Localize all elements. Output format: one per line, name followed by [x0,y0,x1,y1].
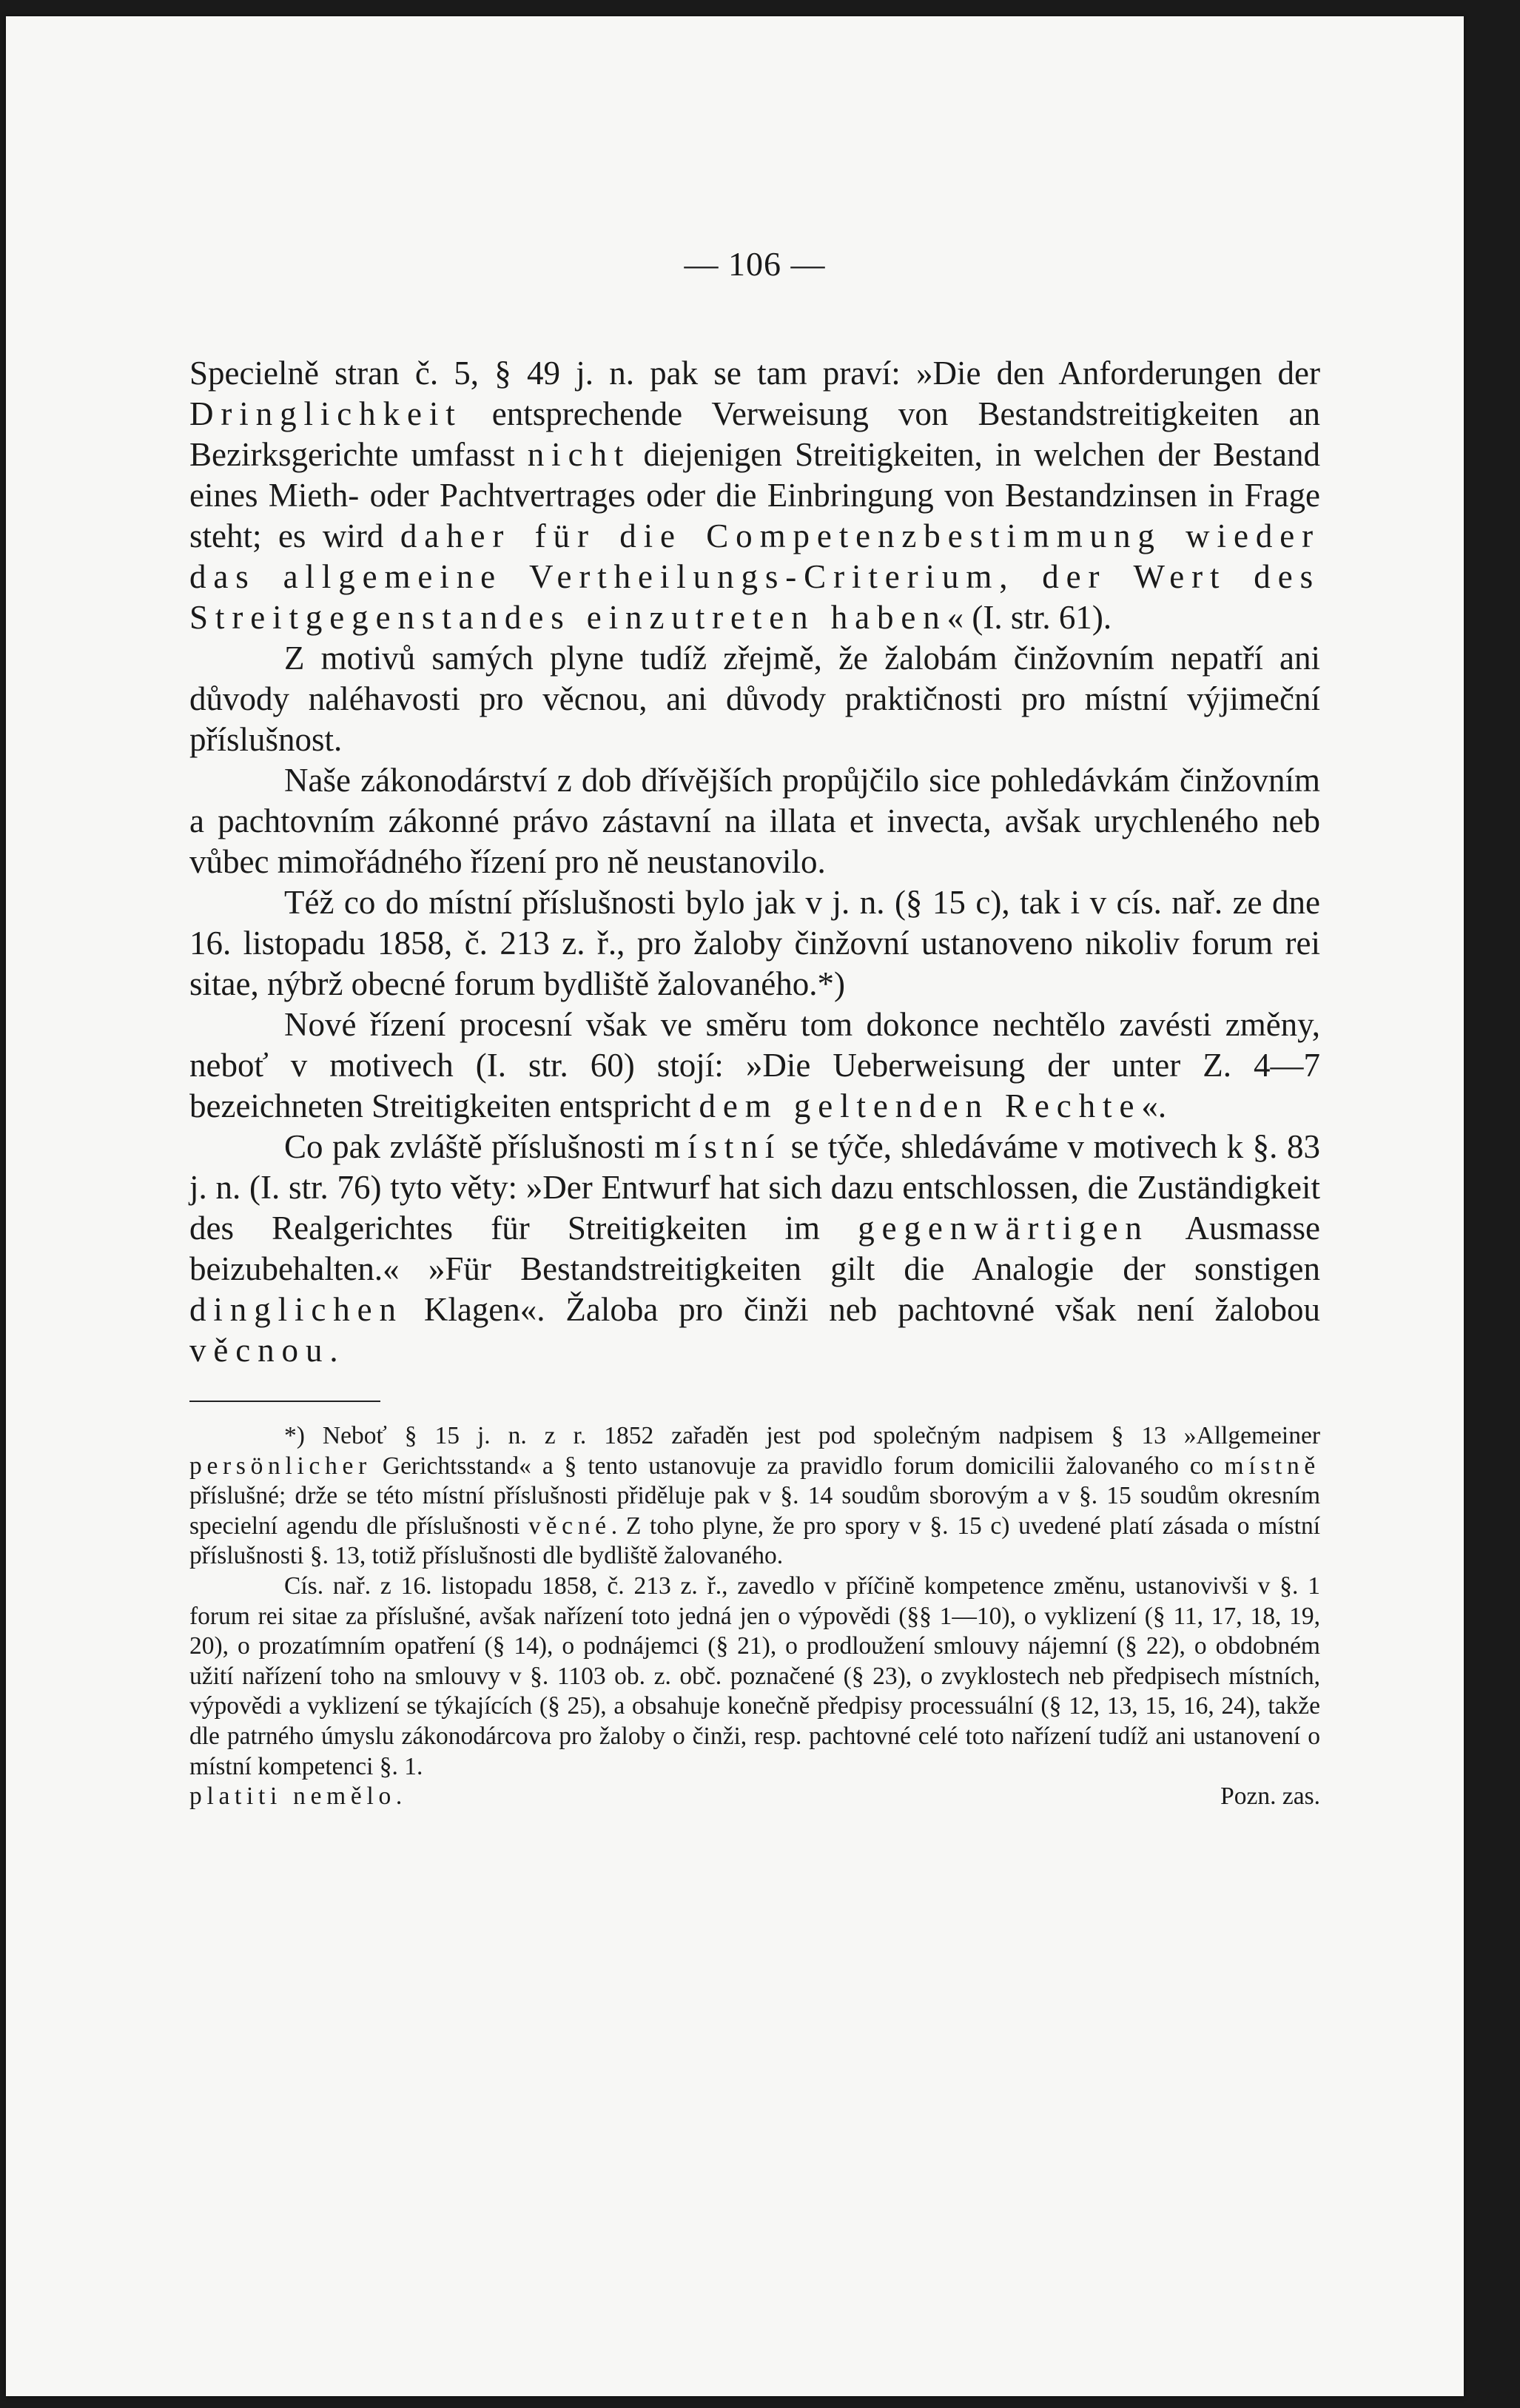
text-run: Ausmasse beizubehalten.« »Für Bestandstreitigkeiten gilt die Analogie der sonstigen [189,1210,1320,1287]
paragraph [189,760,1320,882]
spaced-emphasis: Dringlichkeit [189,395,463,432]
text-run: Cís. nař. z 16. listopadu 1858, č. 213 z. ř., zavedlo v příčině kompetence změnu, ustanovivši v §. 1 forum rei sitae za příslušné, avšak nařízení toto jedná jen o výpovědi (§§ 1—10), o vyklizení (§ 11, 17, 18, 19, 20), o prozatímním opatření (§ 14), o podnájemci (§ 21), o prodloužení smlouvy nájemní (§ 22), o obdobném užití nařízení toho na smlouvy v §. 1103 ob. z. obč. poznačené (§ 23), o zvyklostech neb předpisech místních, výpovědi a vyklizení se týkajících (§ 25), a obsahuje konečně předpisy processuální (§ 12, 13, 15, 16, 24), takže dle patrného úmyslu zákonodárcova pro žaloby o činži, resp. pachtovné celé toto nařízení tudíž ani ustanovení o místní kompetenci §. 1. [189,1572,1320,1780]
body-text [189,353,1320,1371]
spaced-emphasis: věcnou [189,1332,330,1369]
paragraph [189,638,1320,760]
spaced-emphasis: daher für die Competenzbestimmung wieder das allgemeine Vertheilungs-Criterium, der Wert des Streitgegenstandes einzutreten haben [189,517,1320,636]
footnote-divider [189,1401,380,1402]
spaced-emphasis: dem geltenden Rechte [699,1087,1142,1124]
footnote-closing-text: platiti nemělo. [189,1782,408,1811]
text-run: příslušné; drže se této místní příslušnosti přiděluje pak v §. 14 soudům sborovým a v §. 15 soudům okresním specielní agendu dle příslušnosti [189,1482,1320,1540]
text-run: Naše zákonodárství z dob dřívějších propůjčilo sice pohledávkám činžovním a pachtovním zákonné právo zástavní na illata et invecta, avšak urychleného neb vůbec mimořádného řízení pro ně neustanovilo. [189,762,1320,880]
text-run: Gerichtsstand« a § tento ustanovuje za pravidlo forum domicilii žalovaného co [371,1452,1225,1480]
text-run: entsprechende Verweisung von Bestandstreitigkeiten an Bezirksgerichte umfasst [189,395,1320,473]
spaced-emphasis: dinglichen [189,1291,403,1328]
text-run: Klagen«. Žaloba pro činži neb pachtovné však není žalobou [403,1291,1320,1328]
text-run: Z motivů samých plyne tudíž zřejmě, že žalobám činžovním nepatří ani důvody naléhavosti pro věcnou, ani důvody praktičnosti pro místní výjimeční příslušnost. [189,640,1320,758]
text-run: se týče, shledáváme v motivech k §. 83 j. n. (I. str. 76) tyto věty: »Der Entwurf hat sich dazu entschlossen, die Zuständigkeit des Realgerichtes für Streitigkeiten im [189,1128,1320,1247]
spaced-emphasis: místní [654,1128,782,1165]
text-run: *) Neboť § 15 j. n. z r. 1852 zařaděn jest pod společným nadpisem § 13 »Allgemeiner [284,1422,1320,1449]
paragraph [189,1005,1320,1127]
text-run: diejenigen Streitigkeiten, in welchen der Bestand eines Mieth- oder Pachtvertrages oder die Einbringung von Bestandzinsen in Frage steht; es wird [189,436,1320,554]
footnote-last-line [189,1782,1320,1812]
book-page [6,16,1464,2396]
text-run: « (I. str. 61). [946,599,1112,636]
spaced-emphasis: věcné [528,1512,611,1540]
page-text-block [189,244,1320,1812]
page-number: — 106 — [684,245,826,283]
spaced-emphasis: místně [1224,1452,1320,1480]
paragraph [189,882,1320,1005]
text-run: Co pak zvláště příslušnosti [284,1128,655,1165]
text-run: Též co do místní příslušnosti bylo jak v j. n. (§ 15 c), tak i v cís. nař. ze dne 16. listopadu 1858, č. 213 z. ř., pro žaloby činžovní ustanoveno nikoliv forum rei sitae, nýbrž obecné forum bydliště žalovaného.*) [189,884,1320,1002]
spaced-emphasis: nicht [527,436,631,473]
paragraph [189,353,1320,638]
text-run: «. [1141,1087,1167,1124]
spaced-emphasis: persönlicher [189,1452,371,1480]
spaced-emphasis: gegenwärtigen [858,1210,1149,1247]
footnote-attribution: Pozn. zas. [1220,1782,1320,1811]
footnotes [189,1421,1320,1812]
text-run: Specielně stran č. 5, § 49 j. n. pak se tam praví: »Die den Anforderungen der [189,355,1320,392]
text-run: Nové řízení procesní však ve směru tom dokonce nechtělo zavésti změny, neboť v motivech (I. str. 60) stojí: »Die Ueberweisung der unter Z. 4—7 bezeichneten Streitigkeiten entspricht [189,1006,1320,1124]
text-run: . [329,1332,338,1369]
footnote [189,1421,1320,1572]
paragraph [189,1127,1320,1371]
footnote [189,1572,1320,1782]
text-run: . Z toho plyne, že pro spory v §. 15 c) uvedené platí zásada o místní příslušnosti §. 13, totiž příslušnosti dle bydliště žalovaného. [189,1512,1321,1570]
